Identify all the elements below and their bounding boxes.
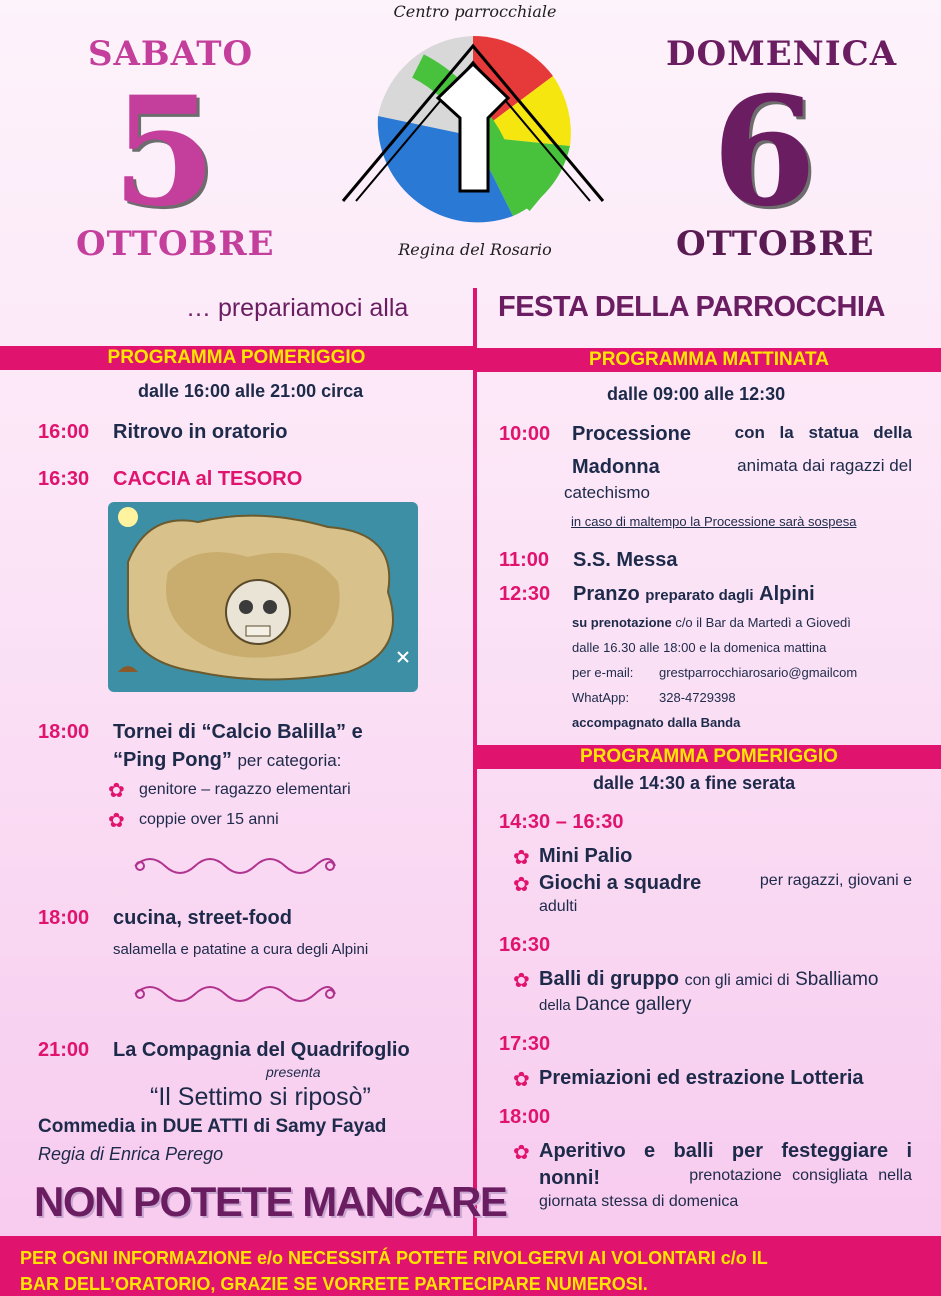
sunday-pranzo-whatsapp[interactable]: 328-4729398 xyxy=(659,690,736,705)
sunday-month: OTTOBRE xyxy=(676,224,875,264)
subtitle-left: … prepariamoci alla xyxy=(186,294,409,322)
nonni-label: nonni! xyxy=(539,1167,601,1189)
sunday-procession-line2 xyxy=(572,456,912,479)
swirl-divider-icon xyxy=(130,852,340,880)
giochi-rest: per ragazzi, giovani e xyxy=(759,872,912,889)
swirl-divider-icon xyxy=(130,980,340,1008)
saturday-theatre-title: “Il Settimo si riposò” xyxy=(150,1083,371,1111)
sunday-mini-palio: Mini Palio xyxy=(539,845,633,867)
saturday-theatre-regia: Regia di Enrica Perego xyxy=(38,1144,224,1164)
logo-bottom-caption: Regina del Rosario xyxy=(398,240,552,259)
sunday-afternoon-bar: PROGRAMMA POMERIGGIO xyxy=(477,745,941,769)
sballiamo-label: Sballiamo xyxy=(795,969,879,990)
flower-icon: ✿ xyxy=(513,872,530,896)
sunday-procession-line1 xyxy=(572,423,912,446)
sunday-pranzo-email[interactable]: grestparrocchiarosario@gmailcom xyxy=(659,665,858,680)
ping-pong-label: “Ping Pong” xyxy=(113,749,232,771)
sunday-procession-note: in caso di maltempo la Processione sarà sospesa xyxy=(571,514,857,529)
booking-rest: c/o il Bar da Martedì a Giovedì xyxy=(675,615,851,630)
saturday-tornei-line1: Tornei di “Calcio Balilla” e xyxy=(113,721,363,743)
giochi-label: Giochi a squadre xyxy=(539,872,702,894)
sunday-aperitivo-tail: giornata stessa di domenica xyxy=(539,1193,739,1210)
sunday-giochi xyxy=(539,872,912,895)
footer-line-2: BAR DELL’ORATORIO, GRAZIE SE VORRETE PARTECIPARE NUMEROSI. xyxy=(20,1274,648,1294)
treasure-map-icon xyxy=(108,502,418,692)
balli-label: Balli di gruppo xyxy=(539,968,679,990)
sunday-pranzo-hours: dalle 16.30 alle 18:00 e la domenica mattina xyxy=(572,640,827,655)
sunday-day-number: 6 xyxy=(712,64,817,240)
sunday-pranzo-band: accompagnato dalla Banda xyxy=(572,715,741,730)
alpini-label: Alpini xyxy=(759,583,815,605)
saturday-hours: dalle 16:00 alle 21:00 circa xyxy=(138,381,364,401)
sunday-pranzo-booking xyxy=(572,615,851,630)
balli-rest: con gli amici di xyxy=(684,972,790,989)
sunday-aperitivo-line2 xyxy=(539,1167,912,1190)
saturday-time-1800-tornei: 18:00 xyxy=(38,721,90,743)
saturday-time-2100: 21:00 xyxy=(38,1039,90,1061)
sunday-pranzo-email-label: per e-mail: xyxy=(572,665,634,680)
sunday-time-1730: 17:30 xyxy=(499,1033,551,1055)
saturday-food: cucina, street-food xyxy=(113,907,292,929)
saturday-day-label: SABATO xyxy=(88,34,254,74)
sunday-morning-hours: dalle 09:00 alle 12:30 xyxy=(607,384,786,404)
flower-icon: ✿ xyxy=(108,778,125,802)
flower-icon: ✿ xyxy=(513,968,530,992)
della-label: della xyxy=(539,997,571,1014)
saturday-item-ritrovo: Ritrovo in oratorio xyxy=(113,421,288,443)
bullet-coppie: coppie over 15 anni xyxy=(139,811,279,828)
saturday-time-1600: 16:00 xyxy=(38,421,90,443)
flower-icon: ✿ xyxy=(513,845,530,869)
per-categoria-label: per categoria: xyxy=(237,751,342,770)
saturday-item-caccia: CACCIA al TESORO xyxy=(113,468,303,490)
procession-rest: con la statua della xyxy=(734,423,912,442)
madonna-label: Madonna xyxy=(572,456,660,478)
dance-gallery-label: Dance gallery xyxy=(575,994,692,1015)
flower-icon: ✿ xyxy=(513,1140,530,1164)
saturday-theatre-company: La Compagnia del Quadrifoglio xyxy=(113,1039,410,1061)
animata-label: animata dai ragazzi del xyxy=(737,456,912,475)
procession-label: Processione xyxy=(572,423,691,445)
slogan: NON POTETE MANCARE xyxy=(34,1178,507,1225)
flower-icon: ✿ xyxy=(108,808,125,832)
sunday-time-1430: 14:30 – 16:30 xyxy=(499,811,624,833)
sunday-time-1800: 18:00 xyxy=(499,1106,551,1128)
saturday-program-bar: PROGRAMMA POMERIGGIO xyxy=(0,346,473,370)
saturday-tornei-line2 xyxy=(113,749,341,772)
footer-line-1: PER OGNI INFORMAZIONE e/o NECESSITÁ POTETE RIVOLGERVI AI VOLONTARI c/o IL xyxy=(20,1248,768,1268)
sunday-time-1230: 12:30 xyxy=(499,583,551,605)
sunday-pranzo xyxy=(573,583,815,606)
subtitle-right: FESTA DELLA PARROCCHIA xyxy=(498,291,885,323)
saturday-day-number: 5 xyxy=(112,64,217,240)
saturday-time-1800-food: 18:00 xyxy=(38,907,90,929)
saturday-theatre-presenta: presenta xyxy=(266,1064,321,1080)
sunday-procession-line3: catechismo xyxy=(564,483,650,502)
saturday-theatre-subtitle: Commedia in DUE ATTI di Samy Fayad xyxy=(38,1116,387,1137)
logo-top-caption: Centro parrocchiale xyxy=(393,2,557,21)
footer-bar xyxy=(0,1236,941,1296)
parish-logo xyxy=(338,26,610,226)
pranzo-mid: preparato dagli xyxy=(645,587,754,604)
bullet-genitore: genitore – ragazzo elementari xyxy=(139,781,351,798)
flower-icon: ✿ xyxy=(513,1067,530,1091)
sunday-dance-gallery xyxy=(539,994,691,1016)
sunday-morning-bar: PROGRAMMA MATTINATA xyxy=(477,348,941,372)
sunday-time-1100: 11:00 xyxy=(499,549,550,571)
booking-bold: su prenotazione xyxy=(572,615,672,630)
sunday-giochi-tail: adulti xyxy=(539,898,578,915)
sunday-time-1630: 16:30 xyxy=(499,934,551,956)
pranzo-label: Pranzo xyxy=(573,583,640,605)
saturday-month: OTTOBRE xyxy=(76,224,275,264)
sunday-aperitivo: Aperitivo e balli per festeggiare i xyxy=(539,1140,912,1162)
sunday-balli xyxy=(539,968,879,991)
saturday-time-1630: 16:30 xyxy=(38,468,90,490)
sunday-pranzo-whatsapp-label: WhatApp: xyxy=(572,690,630,705)
sunday-time-1000: 10:00 xyxy=(499,423,551,445)
sunday-afternoon-hours: dalle 14:30 a fine serata xyxy=(593,773,796,793)
sunday-premiazioni: Premiazioni ed estrazione Lotteria xyxy=(539,1067,864,1089)
sunday-messa: S.S. Messa xyxy=(573,549,678,571)
saturday-food-sub: salamella e patatine a cura degli Alpini xyxy=(113,941,369,958)
prenotazione-label: prenotazione consigliata nella xyxy=(689,1167,912,1184)
sunday-day-label: DOMENICA xyxy=(666,34,898,74)
